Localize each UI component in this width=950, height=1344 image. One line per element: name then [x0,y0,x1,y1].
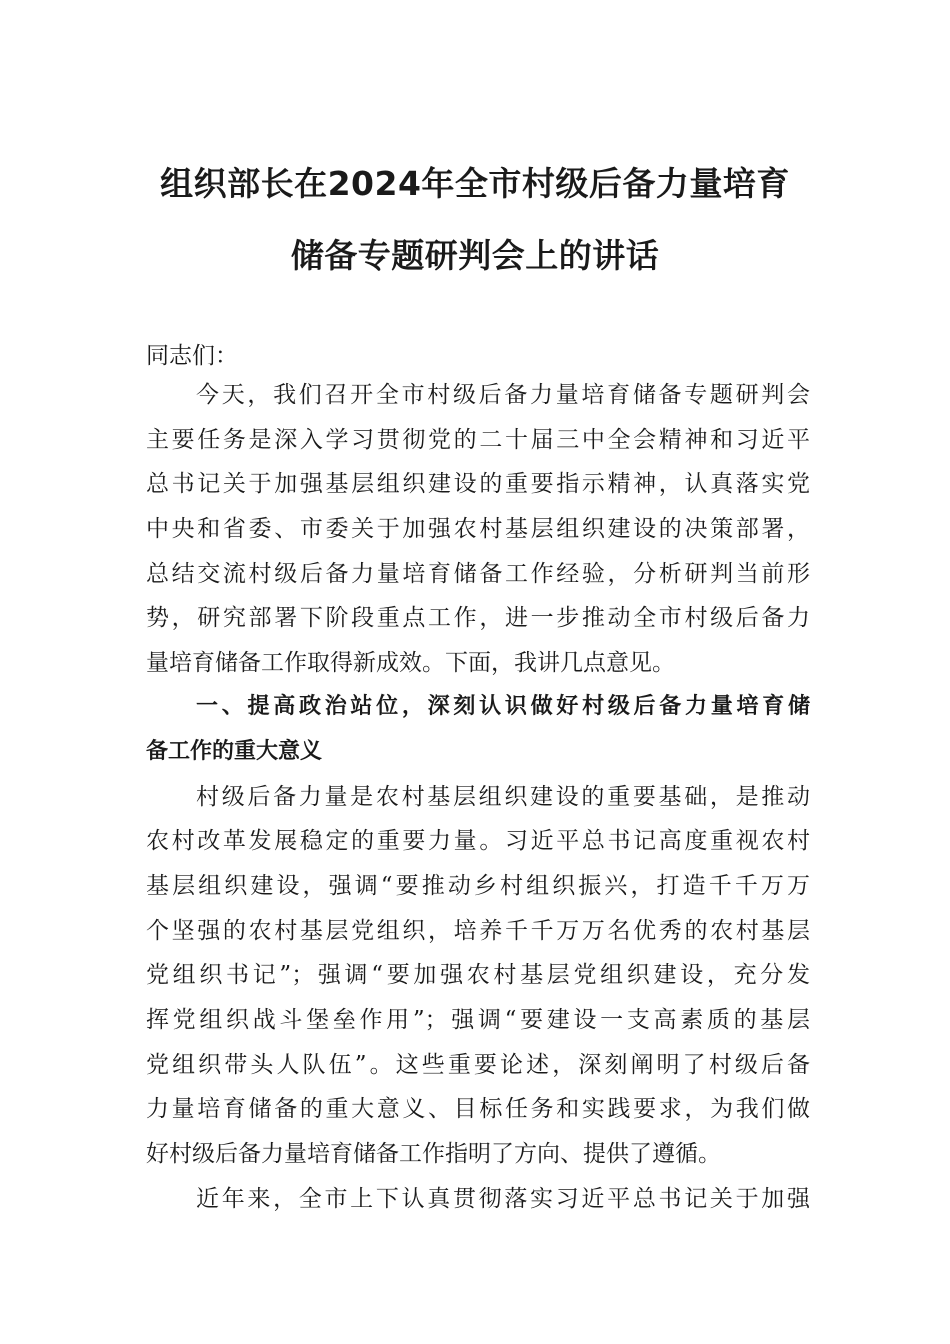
intro-line: 总书记关于加强基层组织建设的重要指示精神，认真落实党 [146,471,810,497]
body-line: 近年来，全市上下认真贯彻落实习近平总书记关于加强 [196,1186,810,1212]
body-line: 农村改革发展稳定的重要力量。习近平总书记高度重视农村 [146,828,810,854]
document-title-line-1: 组织部长在2024年全市村级后备力量培育 [160,164,790,203]
intro-line: 量培育储备工作取得新成效。下面，我讲几点意见。 [146,650,675,676]
body-line: 力量培育储备的重大意义、目标任务和实践要求，为我们做 [146,1096,810,1122]
intro-line: 总结交流村级后备力量培育储备工作经验，分析研判当前形 [146,561,810,587]
section-heading: 一、提高政治站位，深刻认识做好村级后备力量培育储 [196,694,810,719]
body-line: 村级后备力量是农村基层组织建设的重要基础，是推动 [196,784,810,810]
intro-line: 势，研究部署下阶段重点工作，进一步推动全市村级后备力 [146,605,810,631]
body-line: 好村级后备力量培育储备工作指明了方向、提供了遵循。 [146,1141,721,1167]
salutation: 同志们： [146,343,238,369]
body-line: 党组织带头人队伍”。这些重要论述，深刻阐明了村级后备 [146,1052,810,1078]
document-title-line-2: 储备专题研判会上的讲话 [290,236,660,275]
body-line: 个坚强的农村基层党组织，培养千千万万名优秀的农村基层 [146,918,810,944]
section-heading: 备工作的重大意义 [146,739,323,764]
body-line: 党组织书记”；强调“要加强农村基层党组织建设，充分发 [146,962,810,988]
intro-line: 今天，我们召开全市村级后备力量培育储备专题研判会 [196,382,810,408]
intro-line: 主要任务是深入学习贯彻党的二十届三中全会精神和习近平 [146,427,810,453]
intro-line: 中央和省委、市委关于加强农村基层组织建设的决策部署， [146,516,810,542]
body-line: 基层组织建设，强调“要推动乡村组织振兴，打造千千万万 [146,873,810,899]
body-line: 挥党组织战斗堡垒作用”；强调“要建设一支高素质的基层 [146,1007,810,1033]
